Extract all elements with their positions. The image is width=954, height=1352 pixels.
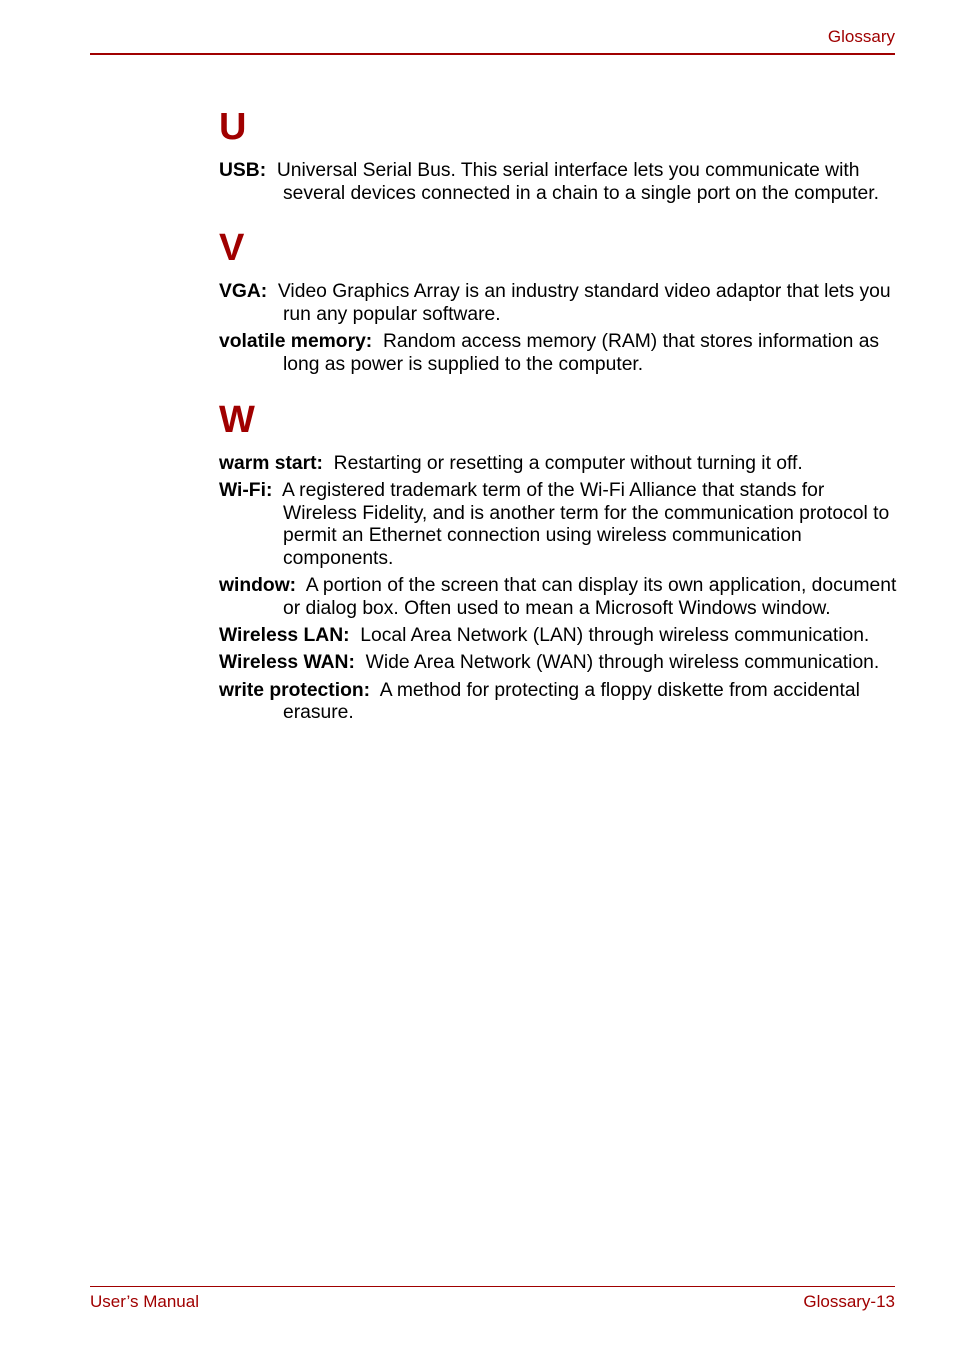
- footer-page-number: Glossary-13: [803, 1292, 895, 1311]
- glossary-entry: [219, 160, 899, 205]
- glossary-entry: [219, 480, 899, 571]
- glossary-definition: A portion of the screen that can display its own application, document or dialog box. Often used to mean a Microsoft Windows window.: [283, 575, 897, 619]
- glossary-entry: [219, 625, 899, 648]
- glossary-entry: [219, 331, 899, 376]
- glossary-definition: Restarting or resetting a computer without turning it off.: [333, 452, 803, 474]
- glossary-definition: A method for protecting a floppy diskette from accidental erasure.: [283, 679, 860, 724]
- header-divider: [90, 53, 895, 55]
- glossary-section-w: [219, 397, 899, 725]
- glossary-definition: Wide Area Network (WAN) through wireless communication.: [365, 652, 880, 674]
- glossary-entry: [219, 575, 899, 620]
- section-letter: W: [219, 398, 255, 441]
- glossary-entry: [219, 652, 899, 675]
- glossary-term: Wireless WAN:: [219, 652, 355, 674]
- glossary-term: VGA:: [219, 281, 268, 303]
- footer-divider: [90, 1286, 895, 1287]
- glossary-term: Wireless LAN:: [219, 625, 350, 647]
- section-letter: U: [219, 106, 247, 148]
- glossary-definition: A registered trademark term of the Wi-Fi Alliance that stands for Wireless Fidelity, and is another term for the communication protocol to permit an Ethernet connection using wireless communication components.: [282, 479, 890, 570]
- glossary-definition: Universal Serial Bus. This serial interface lets you communicate with several devices connected in a chain to a single port on the computer.: [276, 160, 879, 204]
- section-letter: V: [219, 227, 245, 270]
- glossary-section-u: [219, 104, 899, 205]
- glossary-content: [219, 104, 899, 729]
- glossary-definition: Local Area Network (LAN) through wireless communication.: [360, 625, 870, 647]
- glossary-term: volatile memory:: [219, 331, 373, 353]
- glossary-term: warm start:: [219, 452, 323, 474]
- glossary-definition: Random access memory (RAM) that stores information as long as power is supplied to the computer.: [283, 331, 880, 376]
- glossary-term: Wi-Fi:: [219, 479, 273, 501]
- footer-manual-title: User’s Manual: [90, 1292, 199, 1311]
- glossary-entry: [219, 281, 899, 326]
- glossary-definition: Video Graphics Array is an industry standard video adaptor that lets you run any popular software.: [277, 281, 891, 326]
- glossary-entry: [219, 453, 899, 476]
- glossary-term: window:: [219, 575, 297, 597]
- page-header-title: Glossary: [827, 27, 895, 46]
- glossary-section-v: [219, 225, 899, 376]
- glossary-entry: [219, 680, 899, 725]
- glossary-term: write protection:: [219, 679, 371, 701]
- glossary-term: USB:: [219, 160, 267, 181]
